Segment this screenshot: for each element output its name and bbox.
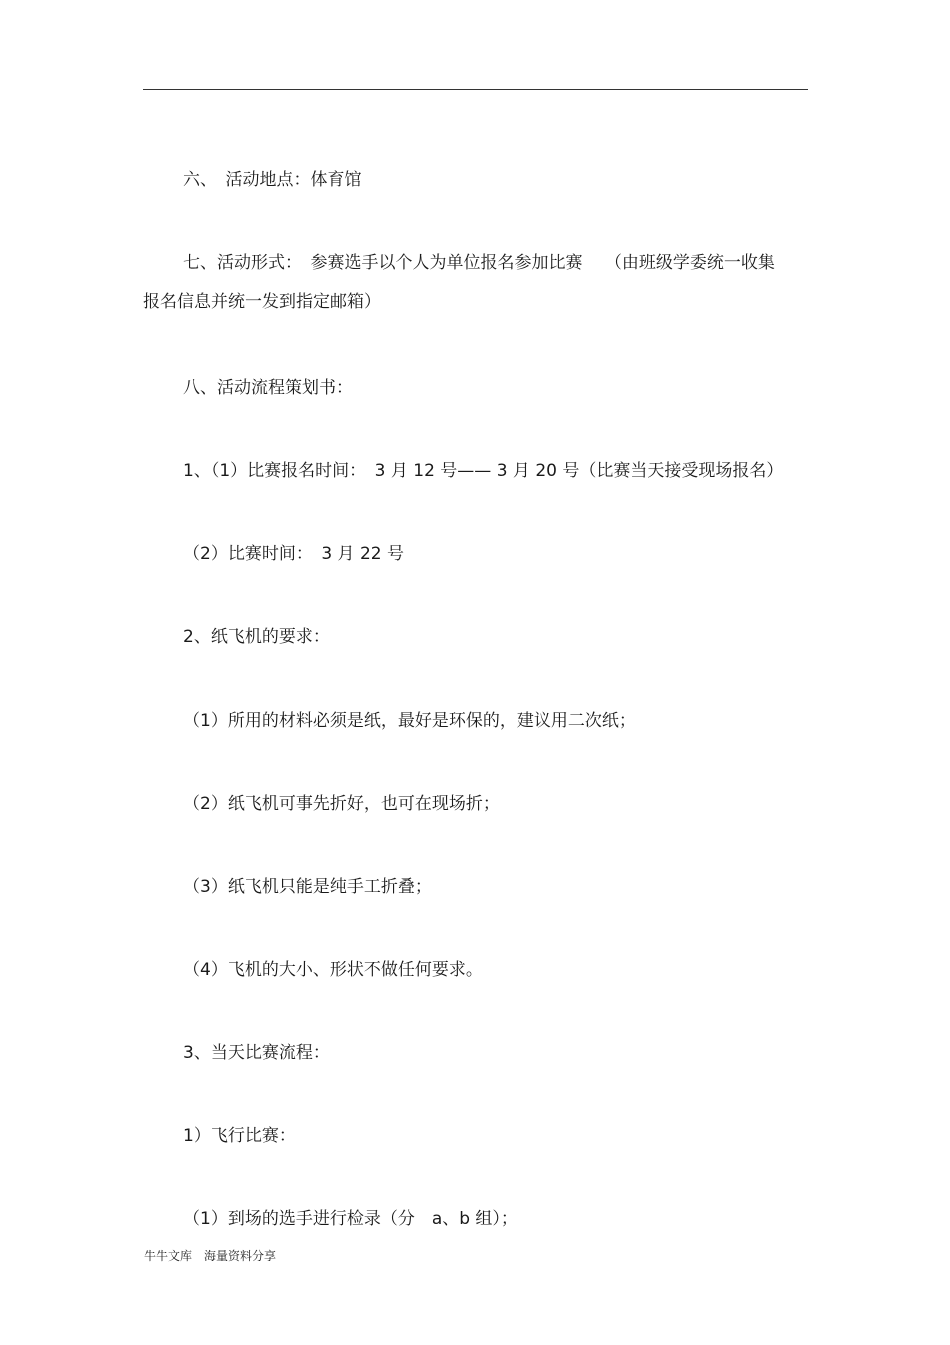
section-venue: 六、 活动地点：体育馆 (183, 170, 362, 190)
plane-requirements-heading: 2、纸飞机的要求： (183, 627, 330, 647)
section-format: 七、活动形式： 参赛选手以个人为单位报名参加比赛 （由班级学委统一收集 (183, 253, 775, 273)
competition-time: （2）比赛时间： 3 月 22 号 (183, 544, 404, 564)
header-rule (143, 89, 808, 90)
check-in-item: （1）到场的选手进行检录（分 a、b 组）； (183, 1209, 518, 1229)
requirement-item: （4）飞机的大小、形状不做任何要求。 (183, 960, 483, 980)
section-process-heading: 八、活动流程策划书： (183, 378, 353, 398)
requirement-item: （3）纸飞机只能是纯手工折叠； (183, 877, 432, 897)
day-process-heading: 3、当天比赛流程： (183, 1043, 330, 1063)
requirement-item: （2）纸飞机可事先折好，也可在现场折； (183, 794, 500, 814)
requirement-item: （1）所用的材料必须是纸，最好是环保的，建议用二次纸； (183, 711, 636, 731)
footer-watermark: 牛牛文库 海量资料分享 (144, 1249, 277, 1263)
registration-time: 1、（1）比赛报名时间： 3 月 12 号—— 3 月 20 号（比赛当天接受现场报名） (183, 461, 784, 481)
flight-competition-heading: 1）飞行比赛： (183, 1126, 296, 1146)
section-format-continued: 报名信息并统一发到指定邮箱） (143, 292, 381, 312)
